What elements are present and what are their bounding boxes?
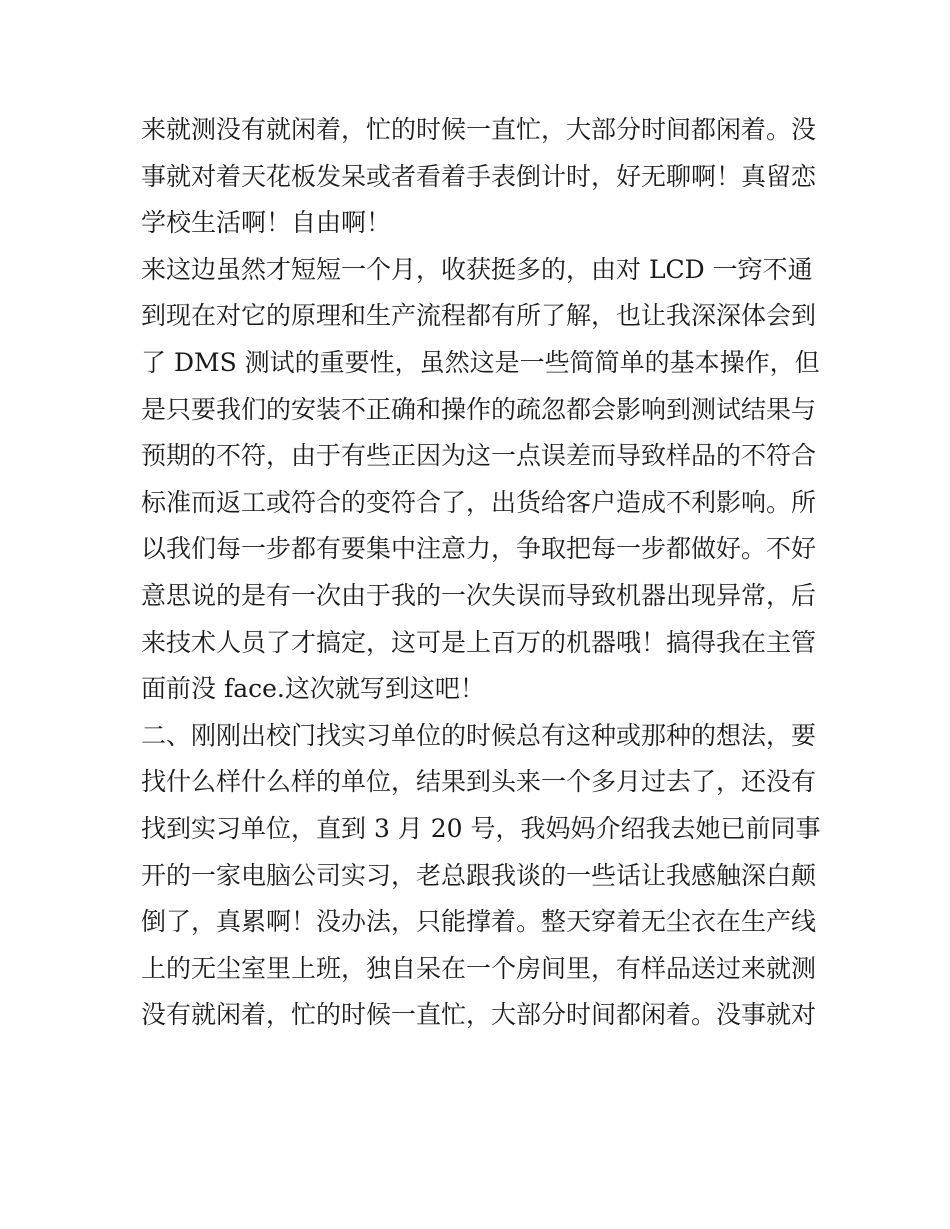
text-line: 学校生活啊！自由啊！ (141, 208, 392, 238)
text-line: 标准而返工或符合的变符合了，出货给客户造成不利影响。所 (141, 487, 817, 517)
text-line: 上的无尘室里上班，独自呆在一个房间里，有样品送过来就测 (141, 953, 817, 983)
text-line: 来就测没有就闲着，忙的时候一直忙，大部分时间都闲着。没 (141, 115, 817, 144)
text-line: 意思说的是有一次由于我的一次失误而导致机器出现异常，后 (141, 580, 817, 610)
text-line: 到现在对它的原理和生产流程都有所了解，也让我深深体会到 (141, 301, 817, 331)
text-line: 面前没 face.这次就写到这吧！ (141, 674, 485, 704)
text-line: 找到实习单位，直到 3 月 20 号，我妈妈介绍我去她已前同事 (141, 813, 821, 843)
text-line: 以我们每一步都有要集中注意力，争取把每一步都做好。不好 (141, 534, 817, 564)
text-line: 是只要我们的安装不正确和操作的疏忽都会影响到测试结果与 (141, 394, 817, 424)
text-line: 来这边虽然才短短一个月，收获挺多的，由对 LCD 一窍不通 (141, 254, 813, 284)
text-line: 预期的不符，由于有些正因为这一点误差而导致样品的不符合 (141, 441, 817, 471)
text-line: 没有就闲着，忙的时候一直忙，大部分时间都闲着。没事就对 (141, 1000, 817, 1030)
text-line: 倒了，真累啊！没办法，只能撑着。整天穿着无尘衣在生产线 (141, 907, 817, 937)
text-line: 二、刚刚出校门找实习单位的时候总有这种或那种的想法，要 (141, 720, 817, 750)
text-line: 来技术人员了才搞定，这可是上百万的机器哦！搞得我在主管 (141, 627, 817, 657)
text-line: 了 DMS 测试的重要性，虽然这是一些简简单的基本操作，但 (141, 347, 820, 377)
body-text (141, 107, 821, 1039)
text-line: 找什么样什么样的单位，结果到头来一个多月过去了，还没有 (141, 767, 817, 797)
text-line: 开的一家电脑公司实习，老总跟我谈的一些话让我感触深白颠 (141, 860, 817, 890)
text-line: 事就对着天花板发呆或者看着手表倒计时，好无聊啊！真留恋 (141, 161, 817, 191)
